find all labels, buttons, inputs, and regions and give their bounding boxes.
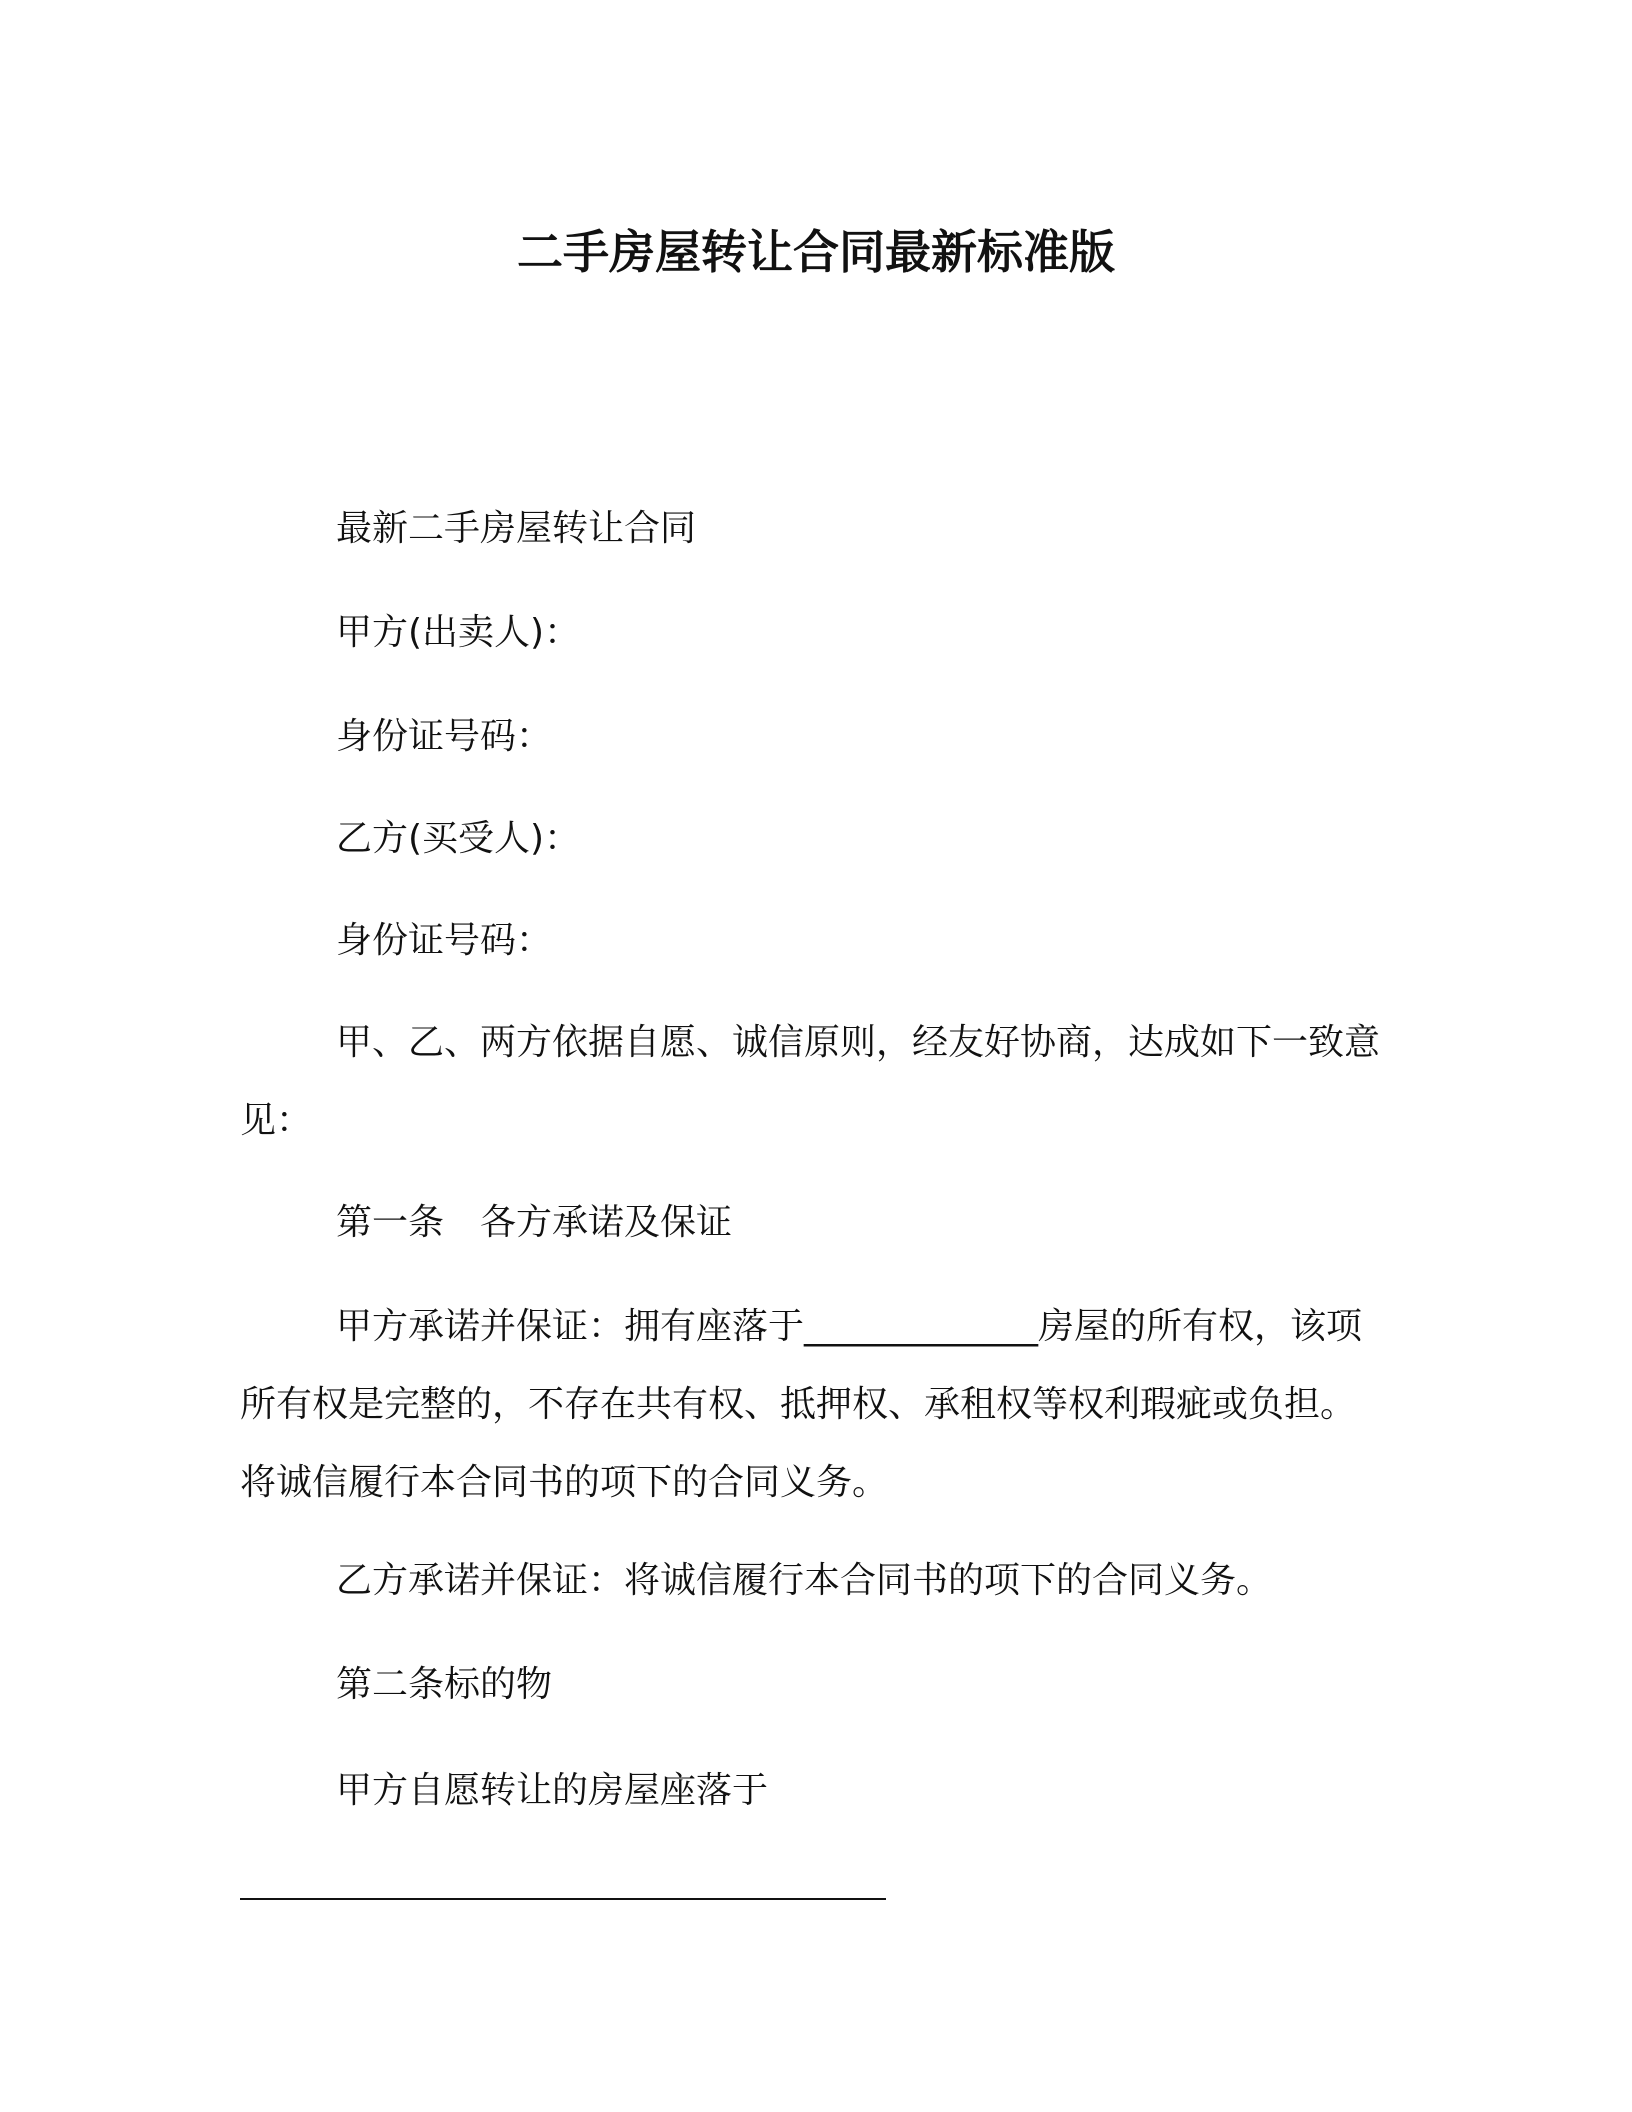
fill-in-blank-line <box>240 1898 886 1900</box>
party-a-label: 甲方(出卖人)： <box>336 612 581 653</box>
party-b-label: 乙方(买受人)： <box>336 818 581 859</box>
party-a-id-label: 身份证号码： <box>336 716 553 757</box>
agreement-intro: 甲、乙、两方依据自愿、诚信原则，经友好协商，达成如下一致意见： <box>240 1022 1381 1141</box>
document-title: 二手房屋转让合同最新标准版 <box>517 225 1115 279</box>
article-two-heading: 第二条标的物 <box>336 1664 553 1705</box>
party-a-promise: 甲方承诺并保证：拥有座落于_____________房屋的所有权，该项所有权是完整的，不存在共有权、抵押权、承租权等权利瑕疵或负担。将诚信履行本合同书的项下的合同义务。 <box>240 1306 1363 1503</box>
property-location-label: 甲方自愿转让的房屋座落于 <box>336 1770 769 1811</box>
party-b-promise: 乙方承诺并保证：将诚信履行本合同书的项下的合同义务。 <box>336 1560 1273 1601</box>
article-one-heading: 第一条 各方承诺及保证 <box>336 1202 733 1243</box>
contract-heading: 最新二手房屋转让合同 <box>336 508 697 549</box>
party-b-id-label: 身份证号码： <box>336 920 553 961</box>
